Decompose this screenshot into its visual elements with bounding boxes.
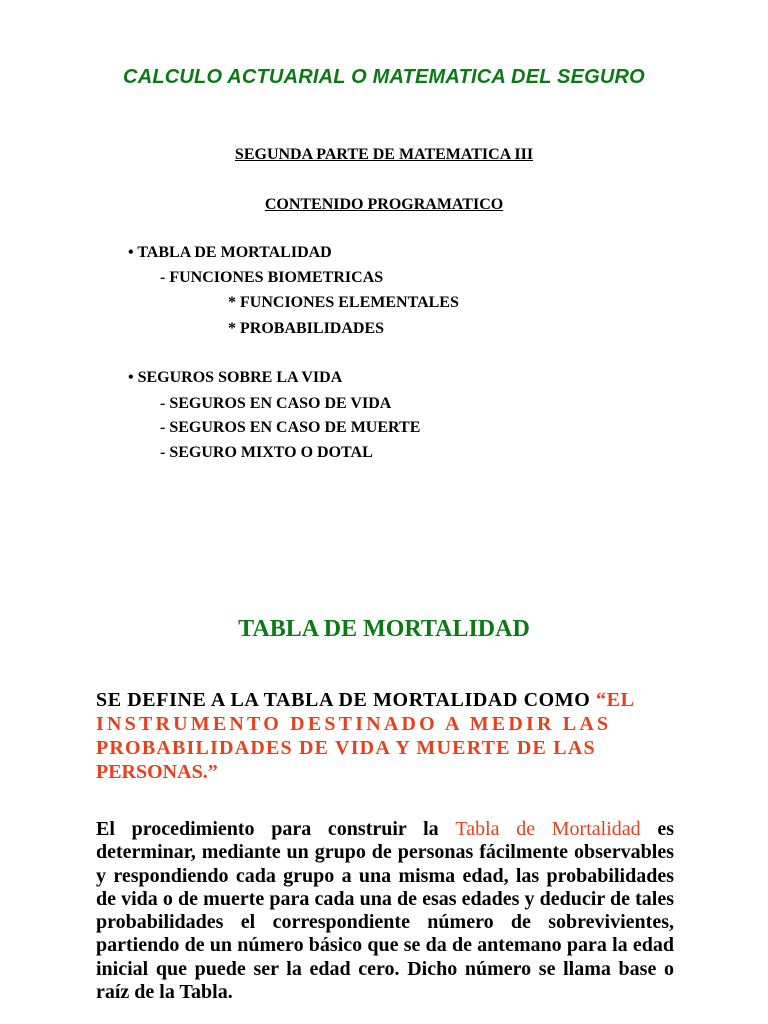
outline-item: - SEGUROS EN CASO DE MUERTE xyxy=(160,419,421,436)
outline-item: - SEGURO MIXTO O DOTAL xyxy=(160,444,373,461)
definition-quote-open: “EL xyxy=(596,689,635,711)
outline-item: * FUNCIONES ELEMENTALES xyxy=(228,294,459,311)
outline-item: - SEGUROS EN CASO DE VIDA xyxy=(160,395,392,412)
procedure-text-after: es determinar, mediante un grupo de personas fácilmente observables y respondiendo cada grupo a una misma edad, las probabilidades de vida o de muerte para cada una de esas edades y deducir de tales probabilidades el correspondiente número de sobrevivientes, partiendo de un número básico que se da de antemano para la edad inicial que puede ser la edad cero. Dicho número se llama base o raíz de la Tabla. xyxy=(96,818,674,1004)
part-subtitle: SEGUNDA PARTE DE MATEMATICA III xyxy=(234,146,534,163)
outline-item: • SEGUROS SOBRE LA VIDA xyxy=(128,369,343,386)
procedure-paragraph xyxy=(96,818,674,1004)
procedure-highlight: Tabla de Mortalidad xyxy=(455,818,641,840)
outline-item: • TABLA DE MORTALIDAD xyxy=(128,244,332,261)
definition-quote-line: PROBABILIDADES DE VIDA Y MUERTE DE LAS xyxy=(96,737,596,759)
document-title: CALCULO ACTUARIAL O MATEMATICA DEL SEGURO xyxy=(123,66,645,88)
definition-paragraph xyxy=(96,688,674,784)
definition-quote-line: INSTRUMENTO DESTINADO A MEDIR LAS xyxy=(96,713,612,735)
outline-item: * PROBABILIDADES xyxy=(228,320,385,337)
outline-item: - FUNCIONES BIOMETRICAS xyxy=(160,269,384,286)
contents-subtitle: CONTENIDO PROGRAMATICO xyxy=(264,196,504,213)
section-title: TABLA DE MORTALIDAD xyxy=(238,616,530,642)
definition-lead: SE DEFINE A LA TABLA DE MORTALIDAD COMO xyxy=(96,689,597,711)
procedure-text-before: El procedimiento para construir la xyxy=(96,818,456,840)
definition-quote-line: PERSONAS.” xyxy=(96,761,218,783)
